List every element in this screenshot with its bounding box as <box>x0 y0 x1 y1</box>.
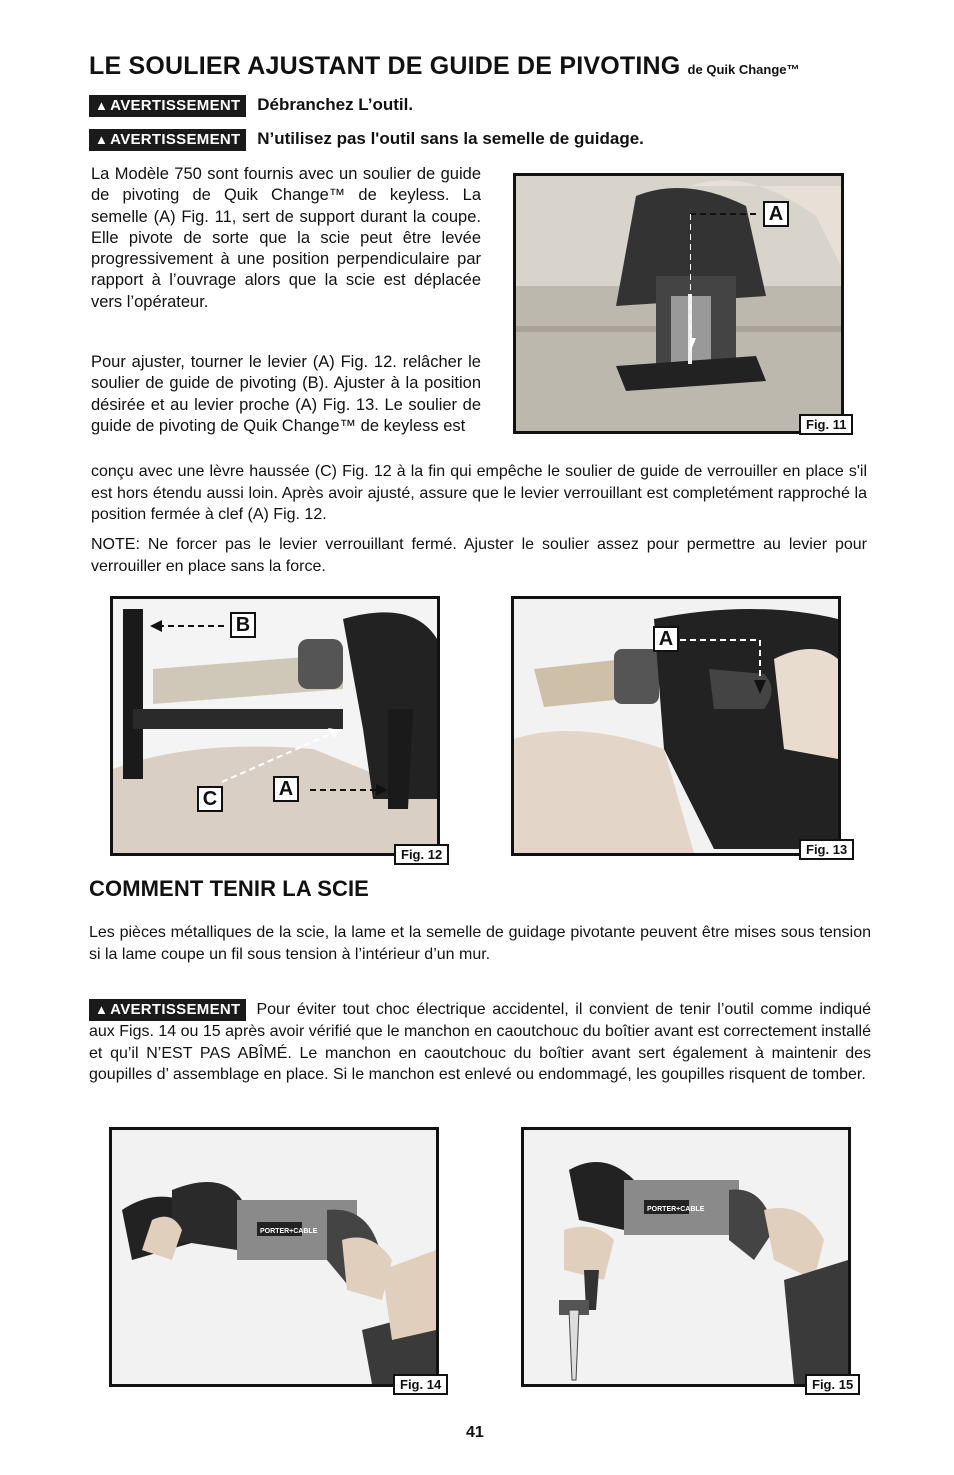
figure-14-image <box>109 1127 439 1387</box>
warning-text: Débranchez L’outil. <box>257 95 414 114</box>
page-number: 41 <box>466 1424 484 1441</box>
fig15-illustration <box>524 1130 848 1384</box>
paragraph-warning <box>89 999 871 1086</box>
figure-13-label: Fig. 13 <box>799 839 854 860</box>
warning-row-2 <box>89 129 644 151</box>
section-title-suffix: de Quik Change™ <box>687 62 800 77</box>
warning-badge: ▲ AVERTISSEMENT <box>89 129 246 151</box>
fig12-callout-arrows <box>150 610 400 800</box>
figure-12-label: Fig. 12 <box>394 844 449 865</box>
figure-14-label: Fig. 14 <box>393 1374 448 1395</box>
fig14-brand-text: PORTER+CABLE <box>260 1228 318 1235</box>
warning-badge: ▲ AVERTISSEMENT <box>89 999 246 1021</box>
fig11-callout-arrow <box>690 198 770 358</box>
warning-text: Pour éviter tout choc électrique accidentel, il convient de tenir l’outil comme indiqué aux Figs. 14 ou 15 après avoir vérifié que le manchon en caoutchouc du boîtier avant est correctement installé et qu’il N’EST PAS ABÎMÉ. Le manchon en caoutchouc du boîtier avant sert également à maintenir des goupilles d’ assemblage en place. Si le manchon est enlevé ou endommagé, les goupilles risquent de tomber. <box>89 1001 871 1083</box>
callout-a: A <box>763 201 789 227</box>
fig15-brand-text: PORTER+CABLE <box>647 1206 705 1213</box>
paragraph-note: NOTE: Ne forcer pas le levier verrouillant fermé. Ajuster le soulier assez pour permettre au levier pour verrouiller en place sans la force. <box>91 536 867 575</box>
callout-a: A <box>273 776 299 802</box>
warning-triangle-icon: ▲ <box>95 132 109 147</box>
callout-c: C <box>197 786 223 812</box>
fig11-illustration <box>516 176 841 431</box>
warning-text: N’utilisez pas l'outil sans la semelle de guidage. <box>257 129 644 148</box>
section-title-text: LE SOULIER AJUSTANT DE GUIDE DE PIVOTING <box>89 52 681 80</box>
warning-triangle-icon: ▲ <box>95 98 109 113</box>
warning-triangle-icon: ▲ <box>95 1002 109 1017</box>
figure-11-label: Fig. 11 <box>799 414 853 435</box>
section-title: COMMENT TENIR LA SCIE <box>89 876 369 901</box>
warning-row-1 <box>89 95 413 117</box>
paragraph-live-wire: Les pièces métalliques de la scie, la lame et la semelle de guidage pivotante peuvent être mises sous tension si la lame coupe un fil sous tension à l’intérieur d’un mur. <box>89 924 871 963</box>
figure-15-image <box>521 1127 851 1387</box>
paragraph-adjust-part1: Pour ajuster, tourner le levier (A) Fig. 12. relâcher le soulier de guide de pivoting (B). Ajuster à la position désirée et au levier proche (A) Fig. 13. Le soulier de guide de pivoting de Quik Change™ de keyless est <box>91 353 481 435</box>
fig14-illustration <box>112 1130 436 1384</box>
paragraph-adjust-part2: conçu avec une lèvre haussée (C) Fig. 12 à la fin qui empêche le soulier de guide de verrouiller en place s'il est hors étendu aussi loin. Après avoir ajusté, assure que le levier verrouillant est completément rapproché la position fermée à clef (A) Fig. 12. <box>91 463 867 523</box>
figure-11-image <box>513 173 844 434</box>
warning-badge: ▲ AVERTISSEMENT <box>89 95 246 117</box>
paragraph-intro: La Modèle 750 sont fournis avec un soulier de guide de pivoting de Quik Change™ de keyless. La semelle (A) Fig. 11, sert de support durant la coupe. Elle pivote de sorte que la scie peut être levée progressivement à une position perpendiculaire par rapport à l’ouvrage alors que la scie est déplacée vers l’opérateur. <box>91 165 481 311</box>
figure-15-label: Fig. 15 <box>805 1374 860 1395</box>
section-title <box>89 52 800 81</box>
fig13-callout-arrow <box>680 628 780 698</box>
callout-a: A <box>653 626 679 652</box>
callout-b: B <box>230 612 256 638</box>
